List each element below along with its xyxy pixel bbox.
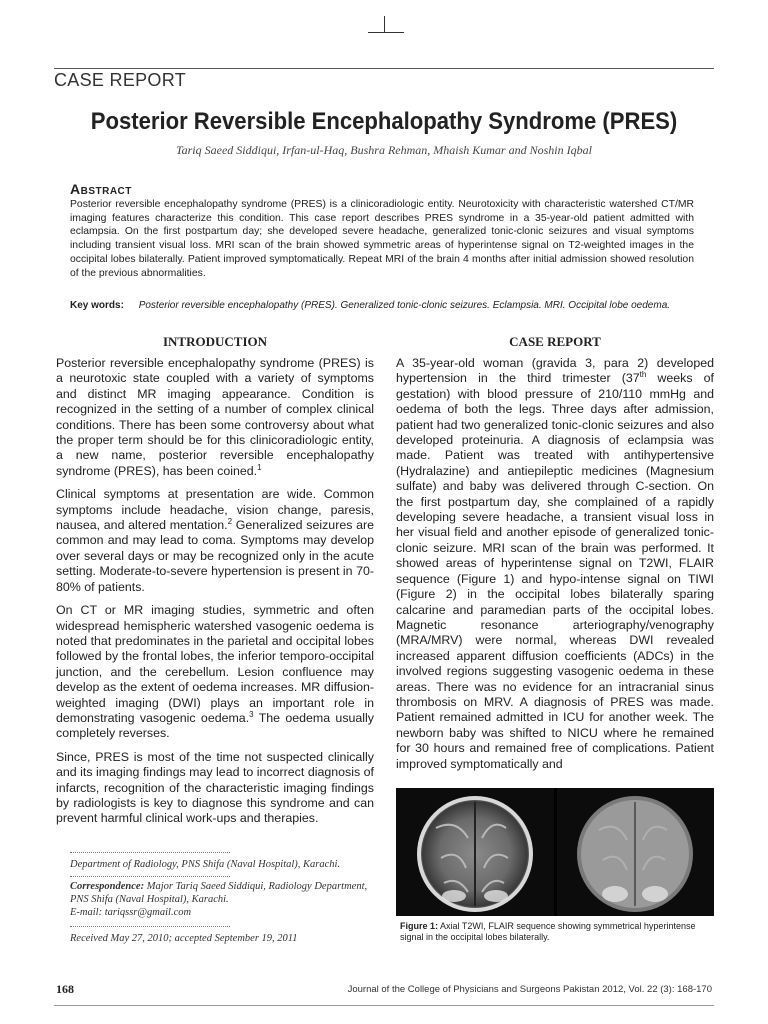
affiliation-department: Department of Radiology, PNS Shifa (Naval Hospital), Karachi. (70, 859, 341, 870)
page-number: 168 (56, 982, 74, 996)
intro-paragraph-4: Since, PRES is most of the time not suspected clinically and its imaging findings may lead to incorrect diagnosis of infarcts, recognition of the characteristic imaging findings by radiologists is key to diagnose this syndrome and can prevent harmful clinical work-ups and therapies. (56, 749, 374, 826)
intro-paragraph-1: Posterior reversible encephalopathy syndrome (PRES) is a neurotoxic state coupled with a variety of symptoms and distinct MR imaging appearance. Condition is recognized in the setting of a number of complex clinical conditions. There has been some controversy about what the proper term should be for this clinicoradiologic entity, a new name, posterior reversible encephalopathy syndrome (PRES), has been coined.$^1$ (56, 356, 374, 478)
keywords-row (70, 300, 710, 311)
case-report-heading: CASE REPORT (509, 334, 601, 349)
correspondence: Correspondence: Major Tariq Saeed Siddiqui, Radiology Department, PNS Shifa (Naval Hospital), Karachi. E-mail: tariqssr@gmail.com (70, 881, 368, 918)
section-label: CASE REPORT (54, 70, 186, 90)
mri-t2wi-image (396, 788, 554, 916)
keywords-text: Posterior reversible encephalopathy (PRES). Generalized tonic-clonic seizures. Eclampsia. MRI. Occipital lobe oedema. (138, 300, 671, 311)
footer-rule (54, 1005, 714, 1006)
case-report-column (396, 356, 714, 780)
journal-citation: Journal of the College of Physicians and Surgeons Pakistan 2012, Vol. 22 (3): 168-170 (347, 984, 712, 995)
mri-flair-image (557, 788, 715, 916)
figure-1-images (396, 788, 714, 916)
abstract-text: Posterior reversible encephalopathy syndrome (PRES) is a clinicoradiologic entity. Neurotoxicity with characteristic watershed CT/MR imaging features characterize this condition. This case report describes PRES syndrome in a 35-year-old patient admitted with eclampsia. On the first postpartum day; she developed severe headache, generalized tonic-clonic seizures and visual symptoms including transient visual loss. MRI scan of the brain showed symmetric areas of hyperintense signal on T2-weighted images in the occipital lobes bilaterally. Patient improved symptomatically. Repeat MRI of the brain 4 months after initial admission showed resolution of the previous abnormalities. (70, 199, 694, 279)
crop-mark-vertical (384, 16, 385, 32)
intro-paragraph-3: On CT or MR imaging studies, symmetric and often widespread hemispheric watershed vasogenic oedema is noted that predominates in the parietal and occipital lobes followed by the frontal lobes, the inferior temporo-occipital junction, and the cerebellum. Lesion confluence may develop as the extent of oedema increases. MR diffusion-weighted imaging (DWI) plays an important role in demonstrating vasogenic oedema.$^3$ The oedema usually completely reverses. (56, 603, 374, 741)
intro-paragraph-2: Clinical symptoms at presentation are wide. Common symptoms include headache, vision change, paresis, nausea, and altered mentation.$^2$ Generalized seizures are common and may lead to coma. Symptoms may develop over several days or may be recognized only in the acute setting. Moderate-to-severe hypertension is present in 70-80% of patients. (56, 487, 375, 594)
case-report-paragraph: A 35-year-old woman (gravida 3, para 2) developed hypertension in the third trimester (37th weeks of gestation) with blood pressure of 210/110 mmHg and oedema of both the legs. Three days after admission, patient had two generalized tonic-clonic seizures and also developed proteinuria. A diagnosis of eclampsia was made. Patient was treated with antihypertensive (Hydralazine) and antiepileptic medicines (Magnesium sulfate) and baby was delivered through C-section. On the first postpartum day, she complained of a rapidly developing severe headache, a transient visual loss in her visual field and another episode of generalized tonic-clonic seizure. MRI scan of the brain was performed. It showed areas of hyperintense signal on T2WI, FLAIR sequence (Figure 1) and hypo-intense signal on TIWI (Figure 2) in the occipital lobes bilaterally sparing calcarine and paramedian parts of the occipital lobes. Magnetic resonance arteriography/venography (MRA/MRV) were normal, whereas DWI revealed increased apparent diffusion coefficients (ADCs) in the involved regions suggesting vasogenic oedema in these areas. There was no evidence for an intracranial sinus thrombosis on MRV. A diagnosis of PRES was made. Patient remained admitted in ICU for another week. The newborn baby was shifted to NICU where he remained for 30 hours and remained free of complications. Patient improved symptomatically and (396, 356, 714, 771)
header-rule (54, 68, 714, 69)
article-authors: Tariq Saeed Siddiqui, Irfan-ul-Haq, Bushra Rehman, Mhaish Kumar and Noshin Iqbal (176, 143, 592, 157)
figure-1-caption: Figure 1: Axial T2WI, FLAIR sequence showing symmetrical hyperintense signal in the occipital lobes bilaterally. (400, 921, 696, 942)
introduction-heading: INTRODUCTION (162, 334, 267, 349)
keywords-label: Key words: (70, 300, 124, 311)
correspondence-email: E-mail: tariqssr@gmail.com (70, 907, 192, 918)
received-dates: Received May 27, 2010; accepted September 19, 2011 (70, 933, 298, 944)
crop-mark-horizontal (368, 32, 404, 33)
article-title: Posterior Reversible Encephalopathy Syndrome (PRES) (90, 108, 678, 135)
abstract-heading: Abstract (70, 181, 132, 197)
introduction-column (56, 356, 374, 835)
